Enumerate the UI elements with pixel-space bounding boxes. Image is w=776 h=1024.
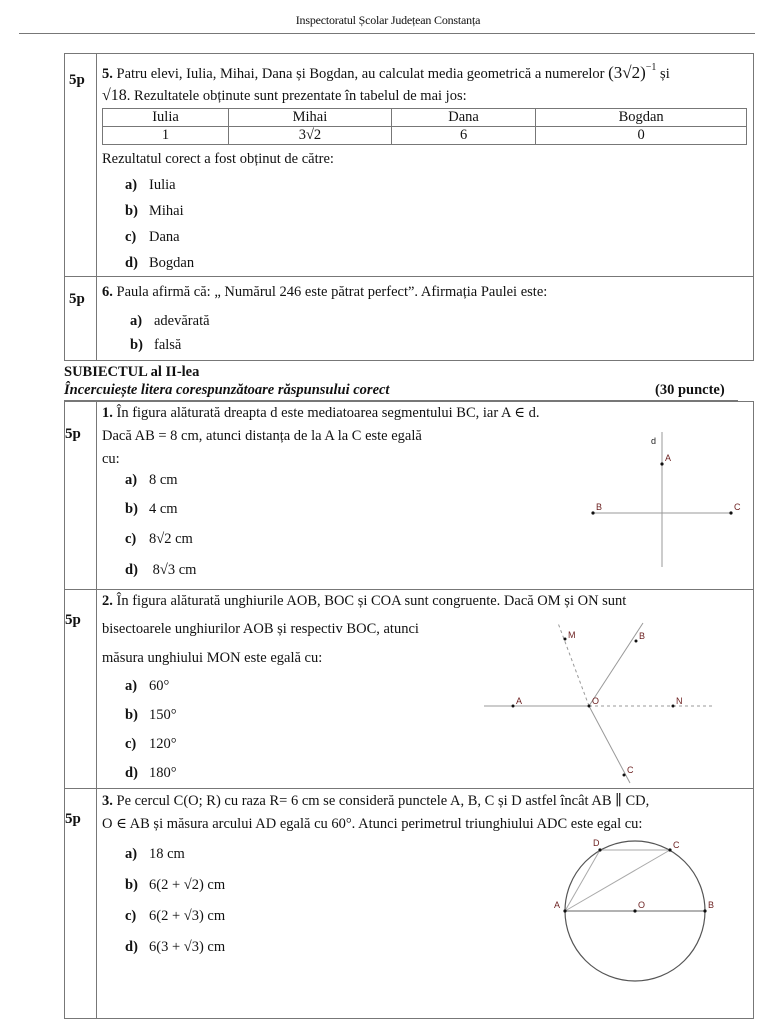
option-a[interactable] <box>125 177 176 194</box>
circle-figure <box>545 834 725 1014</box>
label-c: C <box>627 765 634 775</box>
problem-points: 5p <box>65 612 81 628</box>
option-text: Iulia <box>149 177 176 193</box>
option-c[interactable] <box>125 736 177 753</box>
option-b[interactable] <box>125 707 177 724</box>
option-label: a) <box>125 846 138 862</box>
option-a[interactable] <box>125 678 169 695</box>
option-label: b) <box>125 203 138 219</box>
label-o: O <box>638 900 646 910</box>
problem-points: 5p <box>65 426 81 442</box>
section-title: SUBIECTUL al II-lea <box>64 364 200 380</box>
option-label: b) <box>130 337 143 353</box>
problem-points: 5p <box>65 811 81 827</box>
table-cell: 3√2 <box>229 127 392 145</box>
question-text: Rezultatul corect a fost obținut de către: <box>102 151 334 167</box>
math-exponent: −1 <box>645 62 657 73</box>
label-b: B <box>708 900 715 910</box>
option-label: c) <box>125 531 137 547</box>
table-header-cell: Bogdan <box>536 109 747 127</box>
statement-text: În figura alăturată dreapta d este mediatoarea segmentului BC, iar A ∈ d. <box>112 405 540 421</box>
problem-points: 5p <box>69 72 85 88</box>
option-b[interactable] <box>125 501 178 518</box>
option-d[interactable] <box>125 765 177 782</box>
option-text: 8√2 cm <box>149 531 193 547</box>
problem-points: 5p <box>69 291 85 307</box>
option-a[interactable] <box>125 472 178 489</box>
label-m: M <box>568 630 576 640</box>
statement-text: Pe cercul C(O; R) cu raza R= 6 cm se consideră punctele A, B, C și D astfel încât AB ∥ CD, <box>112 793 650 809</box>
label-d: d <box>651 436 657 446</box>
option-label: c) <box>125 908 137 924</box>
section-points: (30 puncte) <box>655 382 725 398</box>
option-d[interactable] <box>125 939 225 956</box>
option-text: 180° <box>149 765 177 781</box>
label-c: C <box>734 502 741 512</box>
label-n: N <box>676 696 683 706</box>
statement-text: În figura alăturată unghiurile AOB, BOC și COA sunt congruente. Dacă OM și ON sunt <box>112 593 627 609</box>
option-label: a) <box>130 313 143 329</box>
header-rule <box>19 33 755 34</box>
table-header-row <box>103 109 747 127</box>
perpendicular-bisector-figure <box>585 427 755 587</box>
option-c[interactable] <box>125 531 193 548</box>
option-text: Mihai <box>149 203 184 219</box>
label-d: D <box>593 838 600 848</box>
option-label: b) <box>125 707 138 723</box>
label-o: O <box>592 696 600 706</box>
s2-problem-1-box <box>64 401 754 590</box>
label-b: B <box>639 631 646 641</box>
section-instruction: Încercuiește litera corespunzătoare răspunsului corect <box>64 382 390 398</box>
problem-statement-line1 <box>102 405 540 422</box>
option-label: c) <box>125 229 137 245</box>
option-d[interactable] <box>125 562 196 579</box>
option-label: d) <box>125 255 138 271</box>
option-text: 6(3 + √3) cm <box>149 939 226 955</box>
problem-statement-line2: O ∈ AB și măsura arcului AD egală cu 60°. Atunci perimetrul triunghiului ADC este egal cu: <box>102 816 643 832</box>
label-c: C <box>673 840 680 850</box>
option-text: 18 cm <box>149 846 185 862</box>
option-label: d) <box>125 939 138 955</box>
option-text: 4 cm <box>149 501 178 517</box>
problem-number: 1. <box>102 405 113 421</box>
table-header-cell: Mihai <box>229 109 392 127</box>
option-label: d) <box>125 765 138 781</box>
page-header-title: Inspectoratul Școlar Județean Constanța <box>295 13 481 27</box>
option-text: 120° <box>149 736 177 752</box>
option-text: 6(2 + √2) cm <box>149 877 226 893</box>
problem-number: 6. <box>102 284 113 300</box>
statement-text: . Rezultatele obținute sunt prezentate în tabelul de mai jos: <box>126 88 467 104</box>
option-b[interactable] <box>125 203 184 220</box>
option-text: 60° <box>149 678 170 694</box>
angle-bisectors-figure <box>480 618 750 788</box>
problem-statement-line2: bisectoarele unghiurilor AOB și respectiv BOC, atunci <box>102 621 419 637</box>
option-text: adevărată <box>154 313 210 329</box>
option-label: d) <box>125 562 138 578</box>
option-label: b) <box>125 501 138 517</box>
s2-problem-2-box <box>64 589 754 789</box>
option-c[interactable] <box>125 229 180 246</box>
table-cell: 0 <box>536 127 747 145</box>
option-label: a) <box>125 177 138 193</box>
table-header-cell: Dana <box>391 109 535 127</box>
s2-problem-3-box <box>64 788 754 1019</box>
label-a: A <box>554 900 561 910</box>
math-expression: (3√2) <box>608 63 646 82</box>
problem-statement-line3: cu: <box>102 451 120 467</box>
label-b: B <box>596 502 603 512</box>
math-expression: √18 <box>102 87 127 104</box>
label-a: A <box>516 696 523 706</box>
option-a[interactable] <box>130 313 210 330</box>
option-text: 6(2 + √3) cm <box>149 908 226 924</box>
table-cell: 6 <box>391 127 535 145</box>
option-b[interactable] <box>125 877 225 894</box>
option-text: Bogdan <box>149 255 195 271</box>
option-label: a) <box>125 678 138 694</box>
problem-number: 3. <box>102 793 113 809</box>
statement-text: Paula afirmă că: „ Numărul 246 este pătrat perfect”. Afirmația Paulei este: <box>112 284 548 300</box>
option-a[interactable] <box>125 846 185 863</box>
table-row <box>103 127 747 145</box>
problem-statement-line2 <box>102 87 467 105</box>
problem-statement-line2: Dacă AB = 8 cm, atunci distanța de la A la C este egală <box>102 428 422 444</box>
option-text: Dana <box>149 229 180 245</box>
option-text: 150° <box>149 707 177 723</box>
option-text: 8 cm <box>149 472 178 488</box>
problem-statement <box>102 284 547 301</box>
statement-text: și <box>656 66 670 82</box>
statement-text: Patru elevi, Iulia, Mihai, Dana și Bogdan, au calculat media geometrică a numerelor <box>112 66 609 82</box>
problem-number: 2. <box>102 593 113 609</box>
option-d[interactable] <box>125 255 194 272</box>
option-b[interactable] <box>130 337 181 354</box>
option-label: c) <box>125 736 137 752</box>
table-cell: 1 <box>103 127 229 145</box>
problem-statement-line3: măsura unghiului MON este egală cu: <box>102 650 323 666</box>
problem-statement-line1 <box>102 593 626 610</box>
label-a: A <box>665 453 672 463</box>
problem-5-box <box>64 53 754 277</box>
option-label: b) <box>125 877 138 893</box>
table-header-cell: Iulia <box>103 109 229 127</box>
option-text: falsă <box>154 337 182 353</box>
problem-number: 5. <box>102 66 113 82</box>
results-table <box>102 108 747 145</box>
option-text: 8√3 cm <box>149 562 197 578</box>
problem-statement-line1 <box>102 63 670 83</box>
problem-6-box <box>64 276 754 361</box>
option-label: a) <box>125 472 138 488</box>
option-c[interactable] <box>125 908 225 925</box>
points-column <box>65 277 97 360</box>
problem-statement-line1 <box>102 793 649 810</box>
